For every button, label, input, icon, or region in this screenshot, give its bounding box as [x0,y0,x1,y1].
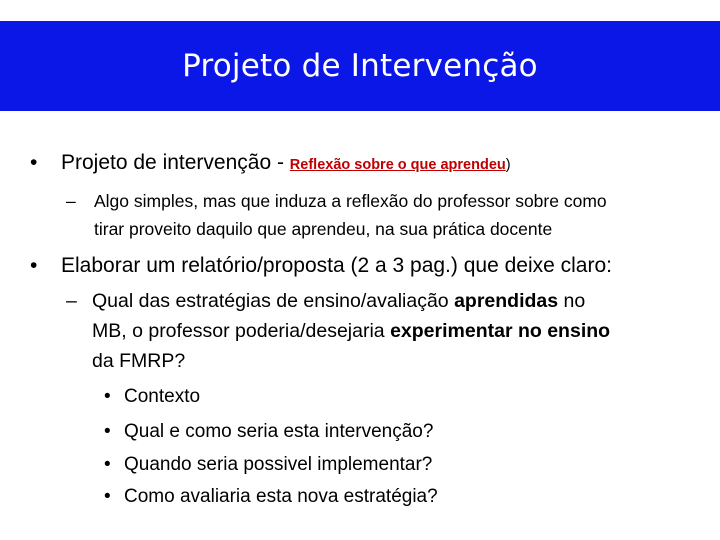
bullet-2-symbol: • [30,254,38,277]
sub-2-line-1-c: no [558,290,586,312]
sub-1-symbol: – [66,191,76,211]
sub-2-line-3: da FMRP? [92,350,186,372]
bullet-1-symbol: • [30,151,38,174]
sub-1-line-2: tirar proveito daquilo que aprendeu, na sua prática docente [94,219,553,239]
bullet-1-close: ) [505,157,511,173]
bullet-1-link[interactable]: Reflexão sobre o que aprendeu [289,157,506,173]
sub-2-line-2-bold: experimentar no ensino [390,320,611,342]
item-2-symbol: • [104,421,111,442]
sub-2-line-2-a: MB, o professor poderia/desejaria [92,320,391,342]
sub-2-line-2 [92,320,610,343]
slide-title: Projeto de Intervenção [182,48,538,84]
bullet-2-text: Elaborar um relatório/proposta (2 a 3 pag.) que deixe claro: [61,254,612,277]
item-3-symbol: • [104,454,111,475]
bullet-1-text: Projeto de intervenção - [61,151,290,174]
sub-2-line-1 [92,290,585,313]
list-item-3: Quando seria possivel implementar? [124,454,433,475]
bullet-1 [61,151,511,175]
sub-2-line-1-a: Qual das estratégias de ensino/avaliação [92,290,455,312]
list-item-4: Como avaliaria esta nova estratégia? [124,486,438,507]
item-4-symbol: • [104,486,111,507]
list-item-2: Qual e como seria esta intervenção? [124,421,434,442]
list-item-1: Contexto [124,386,201,407]
sub-2-symbol: – [66,290,77,312]
item-1-symbol: • [104,386,111,407]
sub-2-line-1-bold: aprendidas [454,290,559,312]
sub-1-line-1: Algo simples, mas que induza a reflexão do professor sobre como [94,191,607,211]
